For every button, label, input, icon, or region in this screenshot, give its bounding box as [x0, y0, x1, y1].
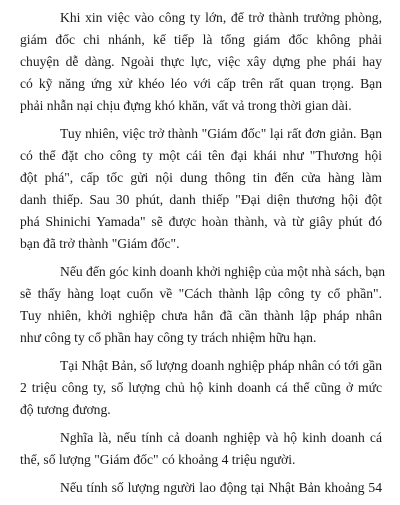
paragraph-1 — [20, 7, 382, 117]
paragraph-5 — [20, 427, 382, 471]
paragraph-2 — [20, 123, 382, 255]
text-line: phá Shinichi Yamada" sẽ được hoàn thành, và từ giây phút đó — [20, 214, 382, 229]
text-line: bạn đã trở thành "Giám đốc". — [20, 236, 180, 251]
text-line: có thể đặt cho công ty một cái tên đại khái như "Thương hội — [20, 148, 382, 163]
paragraph-4 — [20, 355, 382, 421]
text-line: như công ty cổ phần hay công ty trách nhiệm hữu hạn. — [20, 330, 317, 345]
paragraph-6 — [40, 477, 382, 499]
text-line: có kỹ năng ứng xử khéo léo với cấp trên rất quan trọng. Bạn — [20, 76, 382, 91]
text-line: Tuy nhiên, việc trở thành "Giám đốc" lại rất đơn giản. Bạn — [60, 126, 382, 141]
paragraph-3 — [20, 261, 386, 349]
text-line: Tại Nhật Bản, số lượng doanh nghiệp pháp nhân có tới gần — [60, 358, 382, 373]
text-line: phải nhẫn nại chịu đựng khó khăn, vất vả trong thời gian dài. — [20, 98, 352, 113]
body-text — [20, 7, 386, 505]
text-line: chuyện dễ dàng. Ngoài thực lực, việc xây dựng phe phái hay — [20, 54, 382, 69]
text-line: độ tương đương. — [20, 402, 111, 417]
text-line: danh thiếp. Sau 30 phút, danh thiếp "Đại diện thương hội đột — [20, 192, 382, 207]
text-line: đột phá", cấp tốc gửi nội dung thông tin đến cửa hàng làm — [20, 170, 382, 185]
text-line: Nếu tính số lượng người lao động tại Nhật Bản khoảng 54 — [60, 480, 382, 495]
text-line: 2 triệu công ty, số lượng chủ hộ kinh doanh cá thể cũng ở mức — [20, 380, 382, 395]
text-line: thể, số lượng "Giám đốc" có khoảng 4 triệu người. — [20, 452, 296, 467]
text-line: Khi xin việc vào công ty lớn, để trở thành trưởng phòng, — [60, 10, 382, 25]
text-line: giám đốc chi nhánh, kế tiếp là tổng giám đốc không phải — [20, 32, 382, 47]
text-line: Nghĩa là, nếu tính cả doanh nghiệp và hộ kinh doanh cá — [60, 430, 382, 445]
text-line: Tuy nhiên, khởi nghiệp chưa hẳn đã cần thành lập pháp nhân — [20, 308, 382, 323]
text-line: Nếu đến góc kinh doanh khởi nghiệp của một nhà sách, bạn — [60, 264, 386, 279]
text-line: sẽ thấy hàng loạt cuốn về "Cách thành lập công ty cổ phần". — [20, 286, 382, 301]
